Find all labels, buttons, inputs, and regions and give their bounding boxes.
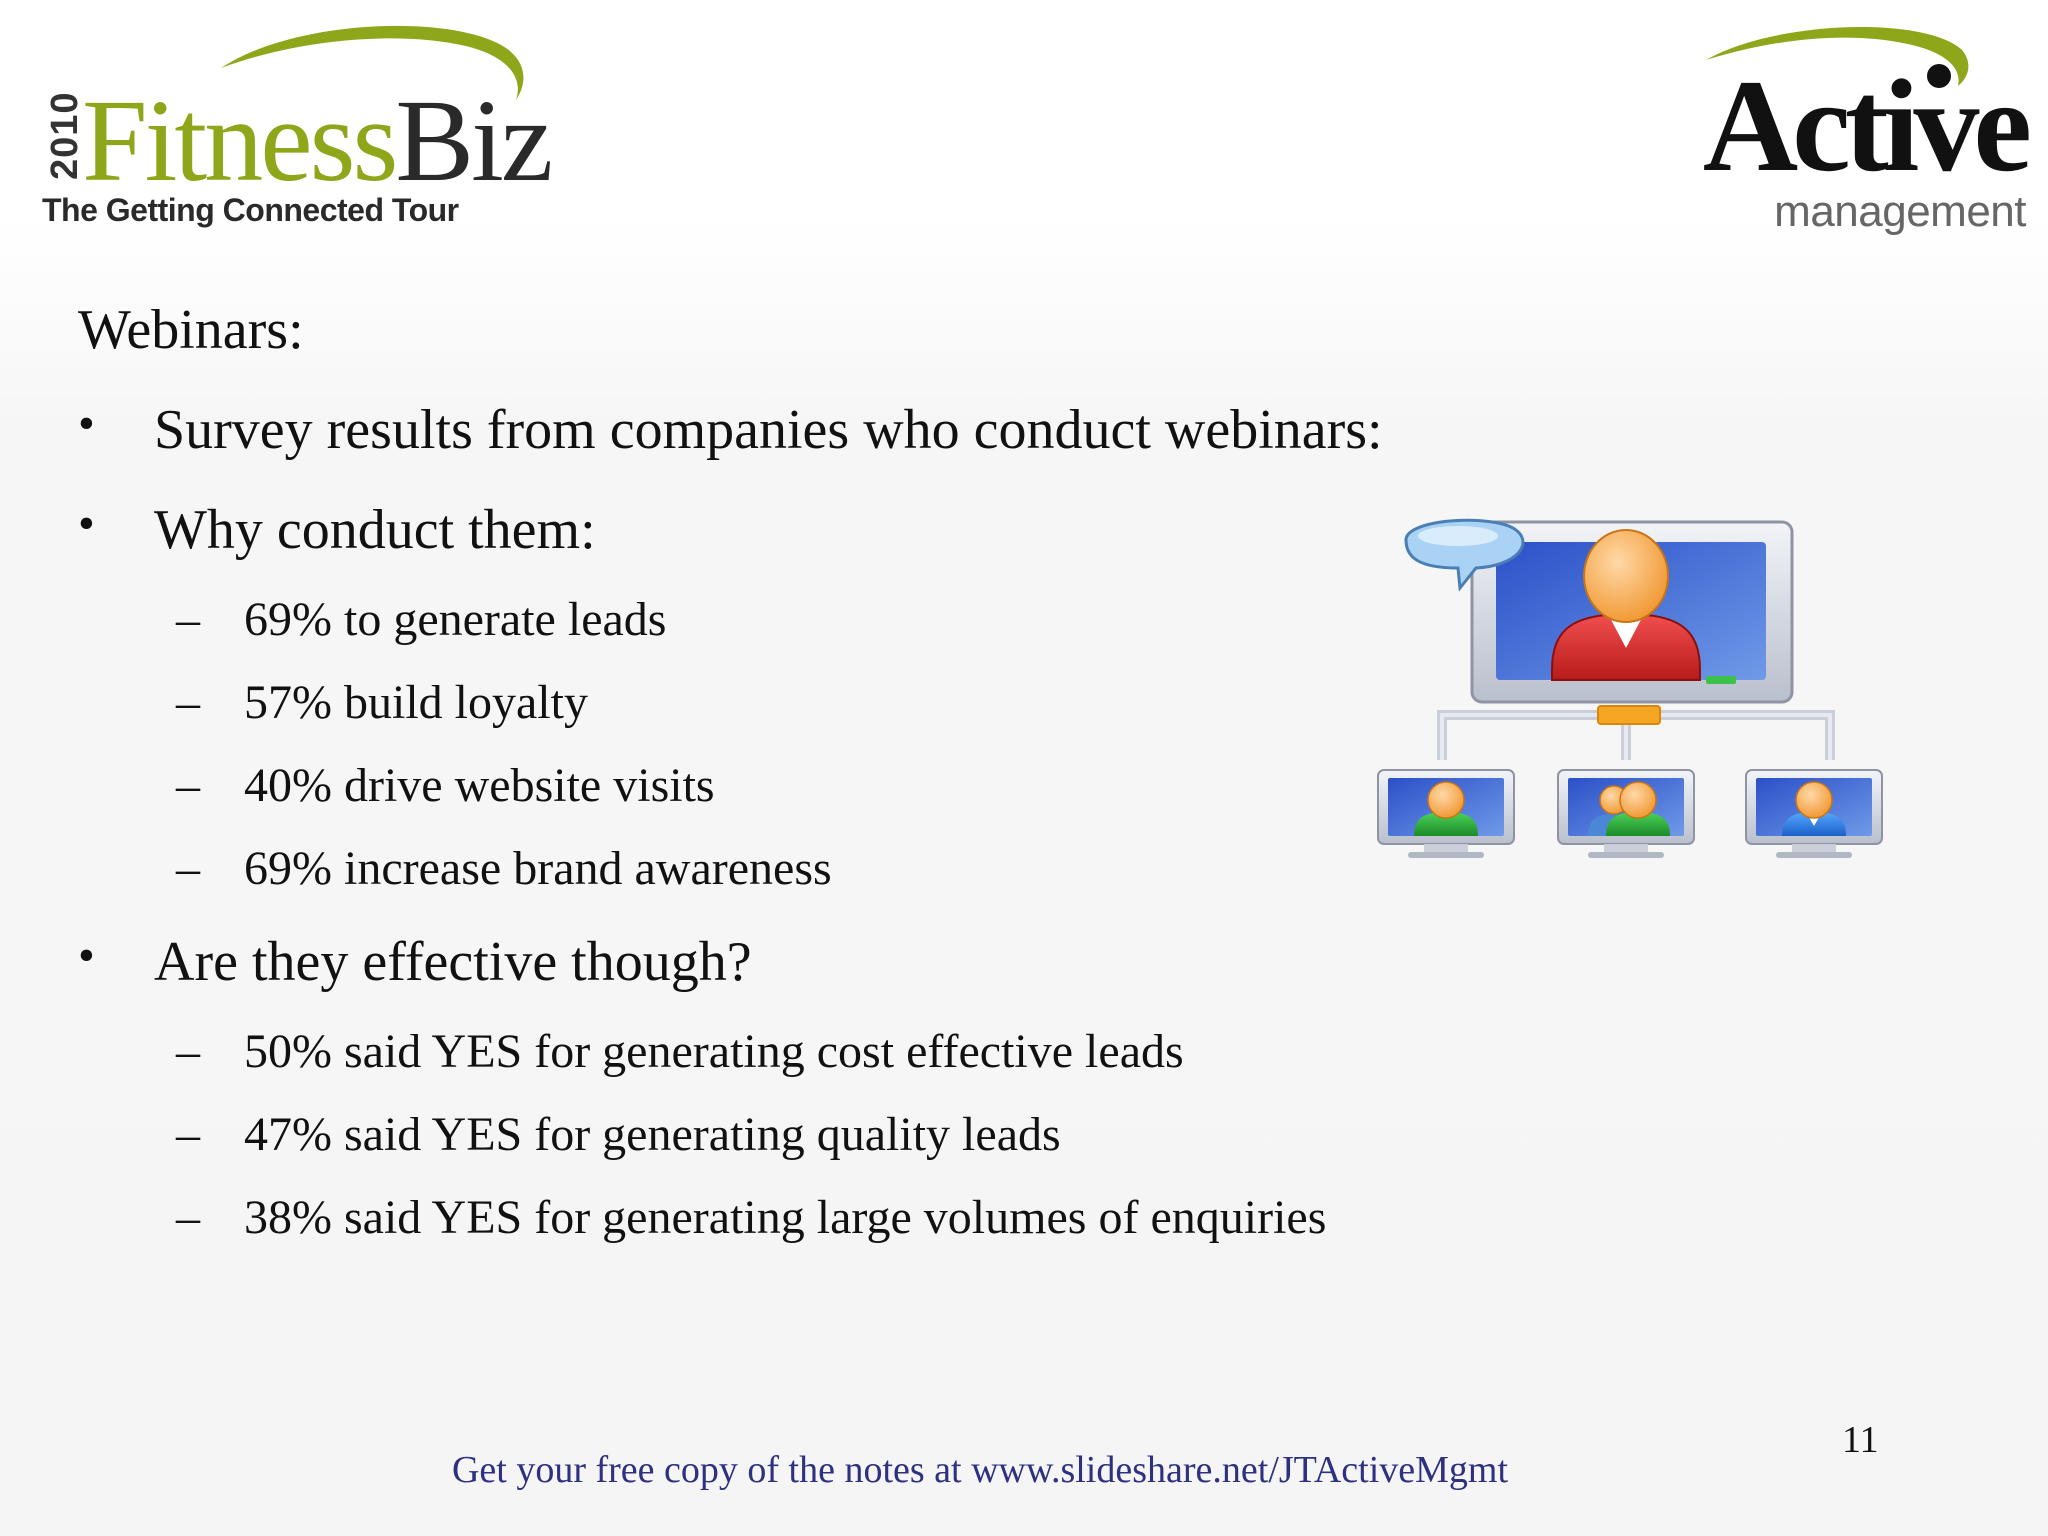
page-number: 11: [1842, 1419, 1879, 1461]
sub-item-text: 38% said YES for generating large volumes of enquiries: [244, 1191, 1327, 1244]
webinar-network-icon: [1376, 510, 1896, 870]
logo-word-management: management: [1774, 187, 2026, 236]
logo-word-active: Active: [1702, 52, 2026, 199]
sub-item-text: 57% build loyalty: [244, 676, 588, 729]
bullet-marker: •: [78, 397, 95, 450]
footer-notes-link: Get your free copy of the notes at www.slideshare.net/JTActiveMgmt: [451, 1449, 1509, 1491]
fitnessbiz-logo: [36, 20, 566, 250]
bullet-text: Survey results from companies who conduct webinars:: [154, 399, 1383, 461]
dash-marker: –: [176, 676, 200, 729]
dash-marker: –: [176, 842, 200, 895]
slide-heading: Webinars:: [78, 299, 304, 361]
logo-word-fitness: Fitness: [82, 75, 396, 206]
bullet-text: Why conduct them:: [154, 499, 596, 561]
logo-wordmark: [82, 75, 551, 206]
sub-item-text: 40% drive website visits: [244, 759, 715, 812]
bullet-text: Are they effective though?: [154, 931, 752, 993]
sub-item-text: 50% said YES for generating cost effective leads: [244, 1025, 1184, 1078]
logo-year: 2010: [44, 91, 86, 180]
dash-marker: –: [176, 1191, 200, 1244]
active-management-logo: [1696, 20, 2026, 240]
logo-word-biz: Biz: [395, 75, 551, 206]
dash-marker: –: [176, 593, 200, 646]
bullet-marker: •: [78, 497, 95, 550]
sub-item-text: 47% said YES for generating quality leads: [244, 1108, 1061, 1161]
dash-marker: –: [176, 1025, 200, 1078]
dash-marker: –: [176, 1108, 200, 1161]
logo-tagline: The Getting Connected Tour: [42, 192, 459, 228]
sub-item-text: 69% to generate leads: [244, 593, 667, 646]
bullet-marker: •: [78, 929, 95, 982]
sub-item-text: 69% increase brand awareness: [244, 842, 832, 895]
dash-marker: –: [176, 759, 200, 812]
